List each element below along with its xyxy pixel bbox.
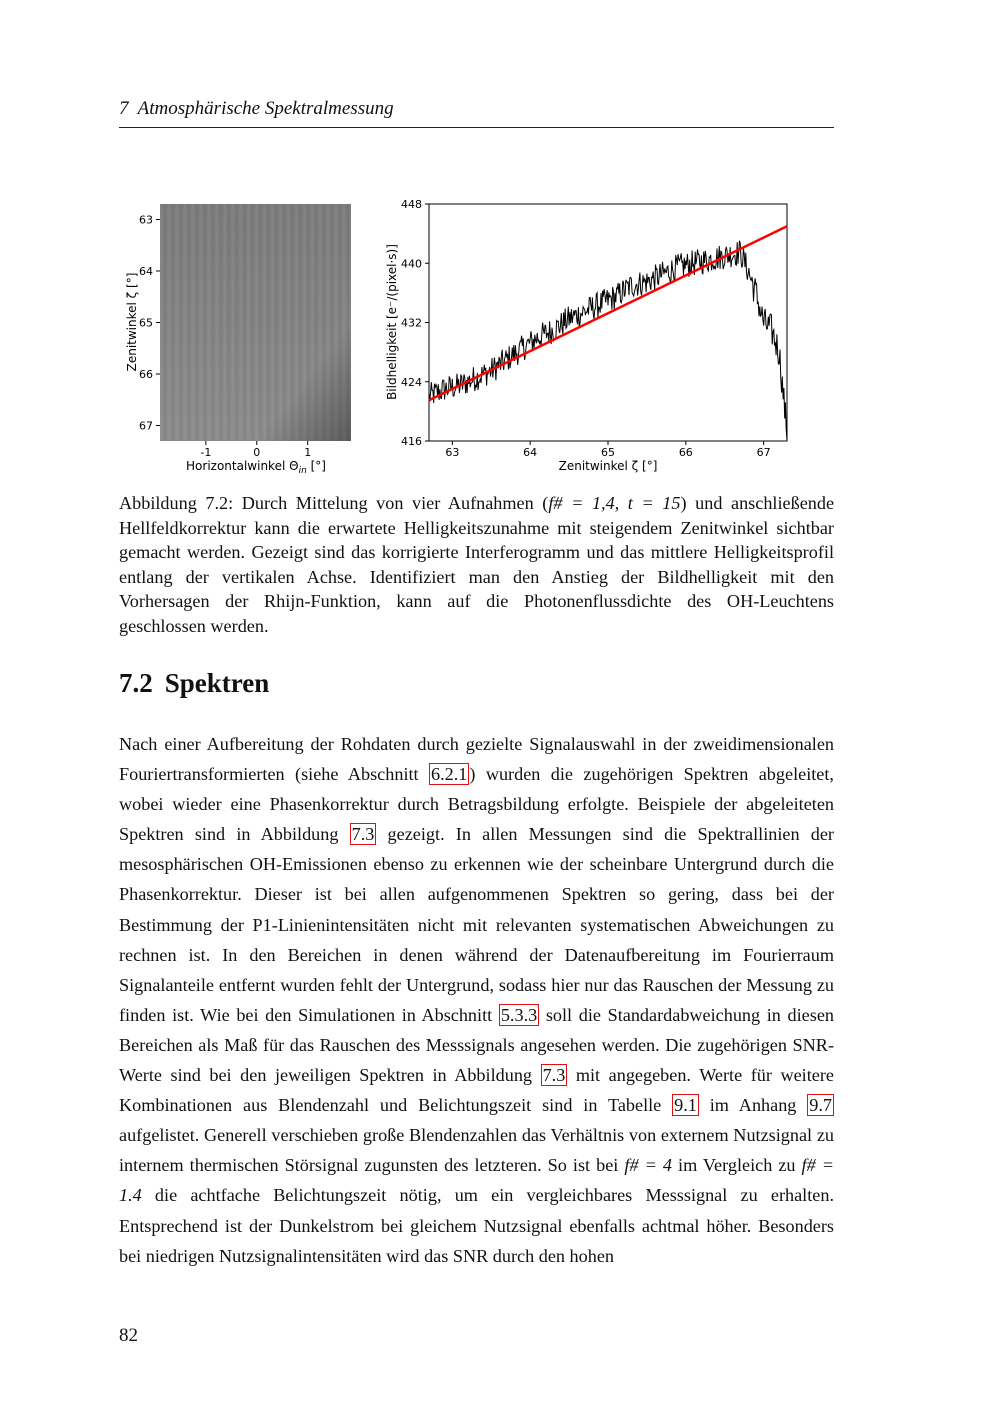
text-run: die achtfache Belichtungszeit nötig, um ein vergleichbares Messsignal zu erhalten. Entsprechend ist der Dunkelstrom bei gleichem Nutzsignal ebenfalls achtmal höher. Besonders bei niedrigen Nutzsignalintensitäten wird das SNR durch den hohen	[119, 1185, 834, 1266]
text-run: mit angegeben. Werte für weitere Kombinationen aus Blendenzahl und Belichtungszeit sind in Tabelle	[119, 1065, 834, 1116]
section-number: 7.2	[119, 668, 153, 698]
inline-math: f# = 4	[624, 1155, 672, 1176]
text-run: Nach einer Aufbereitung der Rohdaten durch gezielte Signalauswahl in der zweidimensionalen Fouriertransformierten (siehe Abschnitt	[119, 734, 834, 785]
left-y-tick-label: 63	[139, 213, 153, 227]
caption-math: f# = 1,4, t = 15	[548, 493, 681, 513]
ref-link-section-6-2-1[interactable]: 6.2.1	[431, 764, 468, 785]
right-y-tick-label: 432	[401, 316, 422, 330]
left-x-tick-label: -1	[200, 446, 212, 459]
caption-text-before: Durch Mittelung von vier Aufnahmen (	[233, 493, 549, 513]
left-x-axis-label: Horizontalwinkel $\Theta_{in}$ [°]	[186, 459, 326, 476]
text-run: soll die Standardabweichung in diesen Bereichen als Maß für das Rauschen des Messsignals angesehen werden. Die zugehörigen SNR-Werte sind bei den jeweiligen Spektren in Abbildung	[119, 1004, 834, 1086]
right-y-tick-label: 424	[401, 375, 422, 389]
caption-text-after: ) und anschließende Hellfeldkorrektur kann die erwartete Helligkeitszunahme mit steigendem Zenitwinkel sichtbar gemacht werden. Gezeigt sind das korrigierte Interferogramm und das mittlere Helligkeitsprofil entlang der vertikalen Achse. Identifiziert man den Anstieg der Bildhelligkeit mit den Vorhersagen der Rhijn-Funktion, kann auf die Photonenflussdichte des OH-Leuchtens geschlossen werden.	[119, 493, 835, 636]
right-panel	[385, 198, 787, 473]
chapter-number: 7	[119, 98, 129, 119]
figure-caption	[119, 491, 834, 639]
right-x-tick-label: 66	[678, 446, 693, 459]
figure-7-2	[110, 190, 810, 480]
right-y-tick-label: 416	[401, 435, 422, 448]
left-x-tick-label: 1	[304, 446, 312, 459]
text-run: im Vergleich zu	[671, 1155, 802, 1176]
text-run: ) wurden die zugehörigen Spektren abgeleitet, wobei wieder eine Phasenkorrektur durch Betragsbildung erfolgte. Beispiele der abgeleiteten Spektren sind in Abbildung	[119, 764, 834, 845]
chapter-title: Atmosphärische Spektralmessung	[137, 98, 394, 119]
left-y-tick-label: 65	[139, 316, 153, 330]
right-x-tick-label: 65	[601, 446, 615, 459]
left-y-ticks	[139, 213, 160, 432]
left-x-tick-label: 0	[253, 446, 261, 459]
section-heading	[119, 668, 269, 699]
ref-link-figure-7-3[interactable]: 7.3	[351, 824, 375, 845]
ref-link-figure-7-3-b[interactable]: 7.3	[542, 1065, 566, 1086]
figure-svg	[110, 190, 810, 480]
right-y-tick-label: 448	[401, 198, 422, 211]
page-number: 82	[119, 1325, 138, 1346]
text-run: aufgelistet. Generell verschieben große Blendenzahlen das Verhältnis von externem Nutzsignal zu internem thermischen Störsignal zugunsten des letzteren. So ist bei	[119, 1125, 834, 1176]
right-x-tick-label: 63	[445, 446, 460, 459]
right-x-axis-label: Zenitwinkel ζ [°]	[558, 459, 658, 473]
caption-label: Abbildung 7.2:	[119, 493, 234, 513]
left-x-ticks	[200, 441, 311, 459]
body-paragraph	[119, 729, 834, 1271]
right-x-ticks	[445, 441, 770, 459]
right-x-tick-label: 67	[756, 446, 771, 459]
ref-link-table-9-1[interactable]: 9.1	[674, 1095, 697, 1116]
left-panel	[125, 204, 351, 476]
ref-link-appendix-9-7[interactable]: 9.7	[809, 1095, 833, 1116]
left-y-tick-label: 67	[139, 419, 153, 433]
right-x-tick-label: 64	[523, 446, 538, 459]
inline-math: f# = 1.4	[119, 1155, 834, 1206]
ref-link-section-5-3-3[interactable]: 5.3.3	[500, 1004, 538, 1025]
left-y-tick-label: 64	[139, 264, 153, 278]
left-y-tick-label: 66	[139, 368, 153, 382]
section-title: Spektren	[164, 668, 270, 698]
right-y-tick-label: 440	[401, 257, 422, 271]
header-rule	[119, 127, 834, 128]
right-y-axis-label: Bildhelligkeit [e⁻/(pixel·s)]	[385, 244, 399, 400]
text-run: gezeigt. In allen Messungen sind die Spektrallinien der mesosphärischen OH-Emissionen ebenso zu erkennen wie der scheinbare Untergrund durch die Phasenkorrektur. Dieser ist bei allen aufgenommenen Spektren so gering, dass bei der Bestimmung der P1-Linienintensitäten nicht mit relevanten systematischen Abweichungen zu rechnen ist. In den Bereichen in denen während der Datenaufbereitung im Fourierraum Signalanteile entfernt wurden fehlt der Untergrund, sodass hier nur das Rauschen der Messung zu finden ist. Wie bei den Simulationen in Abschnitt	[119, 824, 834, 1025]
text-run: im Anhang	[698, 1095, 808, 1116]
right-plot-frame	[429, 204, 787, 441]
left-y-axis-label: Zenitwinkel ζ [°]	[125, 272, 139, 372]
right-y-ticks	[401, 198, 429, 448]
running-header	[119, 98, 834, 120]
image-vignette	[160, 204, 351, 441]
